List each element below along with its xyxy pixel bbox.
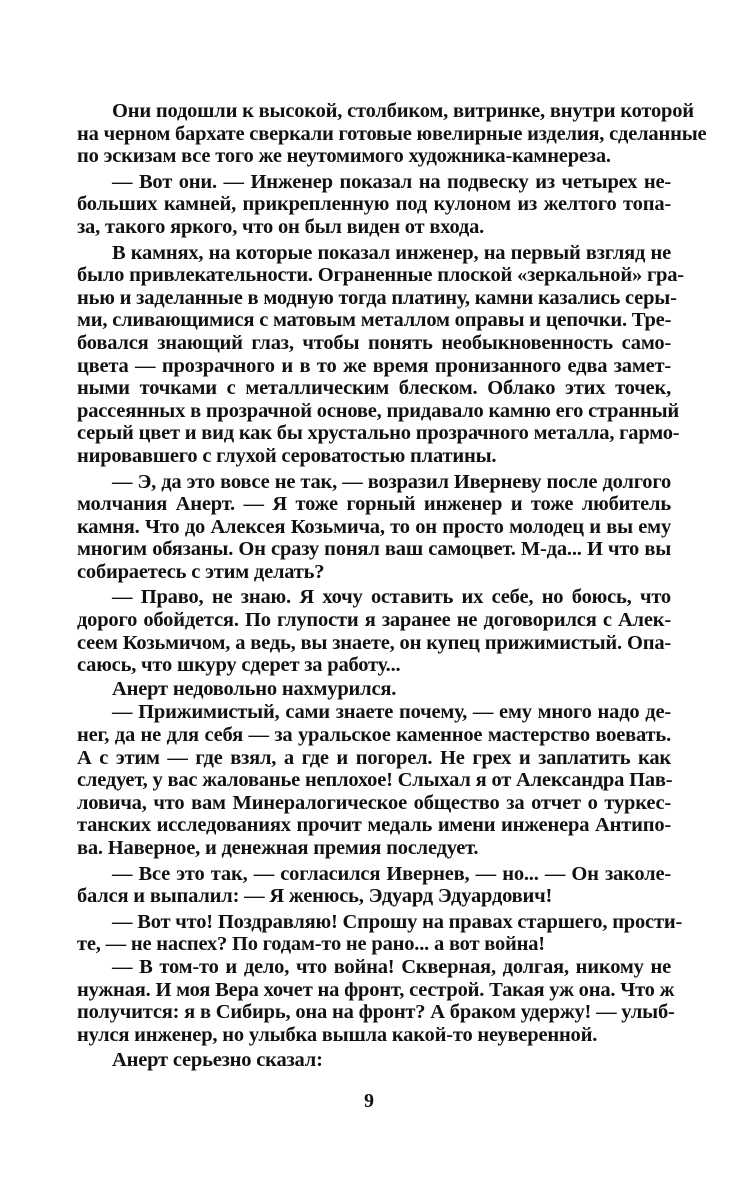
text-line: собираетесь с этим делать?: [77, 560, 325, 583]
paragraph: [77, 678, 671, 701]
paragraph: [77, 863, 671, 908]
text-line: бался и выпалил: — Я женюсь, Эдуард Эдуардович!: [77, 885, 553, 908]
text-line: нью и заделанные в модную тогда платину, камни казались серы-: [77, 286, 677, 309]
text-line: те, — не наспех? По годам-то не рано... а вот война!: [77, 933, 545, 956]
text-line: — Все это так, — согласился Ивернев, — но... — Он заколе-: [112, 862, 671, 885]
text-line: ми, сливающимися с матовым металлом оправы и цепочки. Тре-: [77, 309, 672, 332]
text-line: — В том-то и дело, что война! Скверная, долгая, никому не: [112, 955, 671, 978]
text-line: получится: я в Сибирь, она на фронт? А браком удержу! — улыб-: [77, 1001, 675, 1024]
text-line: по эскизам все того же неутомимого художника-камнереза.: [77, 145, 611, 168]
text-line: ловича, что вам Минералогическое общество за отчет о туркес-: [77, 791, 671, 814]
paragraph: [77, 1049, 671, 1072]
paragraph: [77, 241, 684, 468]
text-line: молчания Анерт. — Я тоже горный инженер и тоже любитель: [77, 493, 671, 516]
text-line: Анерт серьезно сказал:: [112, 1049, 323, 1072]
text-line: ными точками с металлическим блеском. Облако этих точек,: [77, 377, 671, 400]
text-line: было привлекательности. Ограненные плоской «зеркальной» гра-: [77, 264, 684, 287]
text-line: цвета — прозрачного и в то же время пронизанного едва замет-: [77, 354, 671, 377]
text-line: саюсь, что шкуру сдерет за работу...: [77, 654, 401, 677]
text-line: — Прижимистый, сами знаете почему, — ему много надо де-: [112, 701, 671, 724]
paragraph: [77, 100, 707, 168]
text-line: В камнях, на которые показал инженер, на первый взгляд не: [112, 241, 671, 264]
paragraph: [77, 955, 675, 1046]
text-line: рассеянных в прозрачной основе, придавало камню его странный: [77, 399, 680, 422]
text-line: многим обязаны. Он сразу понял ваш самоцвет. М-да... И что вы: [77, 538, 671, 561]
text-line: бовался знающий глаз, чтобы понять необыкновенность само-: [77, 331, 671, 354]
paragraph: [77, 171, 671, 239]
text-line: нулся инженер, но улыбка вышла какой-то неуверенной.: [77, 1023, 598, 1046]
text-line: нег, да не для себя — за уральское каменное мастерство воевать.: [77, 724, 671, 747]
text-line: серый цвет и вид как бы хрустально прозрачного металла, гармо-: [77, 422, 680, 445]
paragraph: [77, 701, 671, 859]
text-line: — Э, да это вовсе не так, — возразил Иверневу после долгого: [112, 470, 671, 493]
text-line: Анерт недовольно нахмурился.: [112, 677, 397, 700]
page-number: 9: [364, 1090, 374, 1112]
text-line: — Право, не знаю. Я хочу оставить их себе, но боюсь, что: [112, 586, 671, 609]
text-line: дорого обойдется. По глупости я заранее не договорился с Алек-: [77, 609, 671, 632]
text-line: на черном бархате сверкали готовые ювелирные изделия, сделанные: [77, 122, 707, 145]
text-line: — Вот они. — Инженер показал на подвеску из четырех не-: [112, 170, 671, 193]
text-line: за, такого яркого, что он был виден от входа.: [77, 215, 485, 238]
text-line: нужная. И моя Вера хочет на фронт, сестрой. Такая уж она. Что ж: [77, 978, 675, 1001]
body-text: [77, 100, 707, 1072]
text-line: следует, у вас жалованье неплохое! Слыхал я от Александра Пав-: [77, 769, 673, 792]
paragraph: [77, 586, 671, 676]
text-line: — Вот что! Поздравляю! Спрошу на правах старшего, прости-: [112, 910, 683, 933]
text-line: нировавшего с глухой сероватостью платины.: [77, 444, 497, 467]
text-line: ва. Наверное, и денежная премия последует.: [77, 837, 479, 859]
paragraph: [77, 910, 683, 956]
text-line: Они подошли к высокой, столбиком, витринке, внутри которой: [112, 100, 694, 122]
text-line: больших камней, прикрепленную под кулоном из желтого топа-: [77, 193, 671, 216]
text-line: камня. Что до Алексея Козьмича, то он просто молодец и вы ему: [77, 515, 671, 538]
paragraph: [77, 471, 671, 584]
text-line: А с этим — где взял, а где и погорел. Не грех и заплатить как: [77, 746, 671, 769]
text-line: сеем Козьмичом, а ведь, вы знаете, он купец прижимистый. Опа-: [77, 631, 671, 654]
text-line: танских исследованиях прочит медаль имени инженера Антипо-: [77, 814, 671, 837]
